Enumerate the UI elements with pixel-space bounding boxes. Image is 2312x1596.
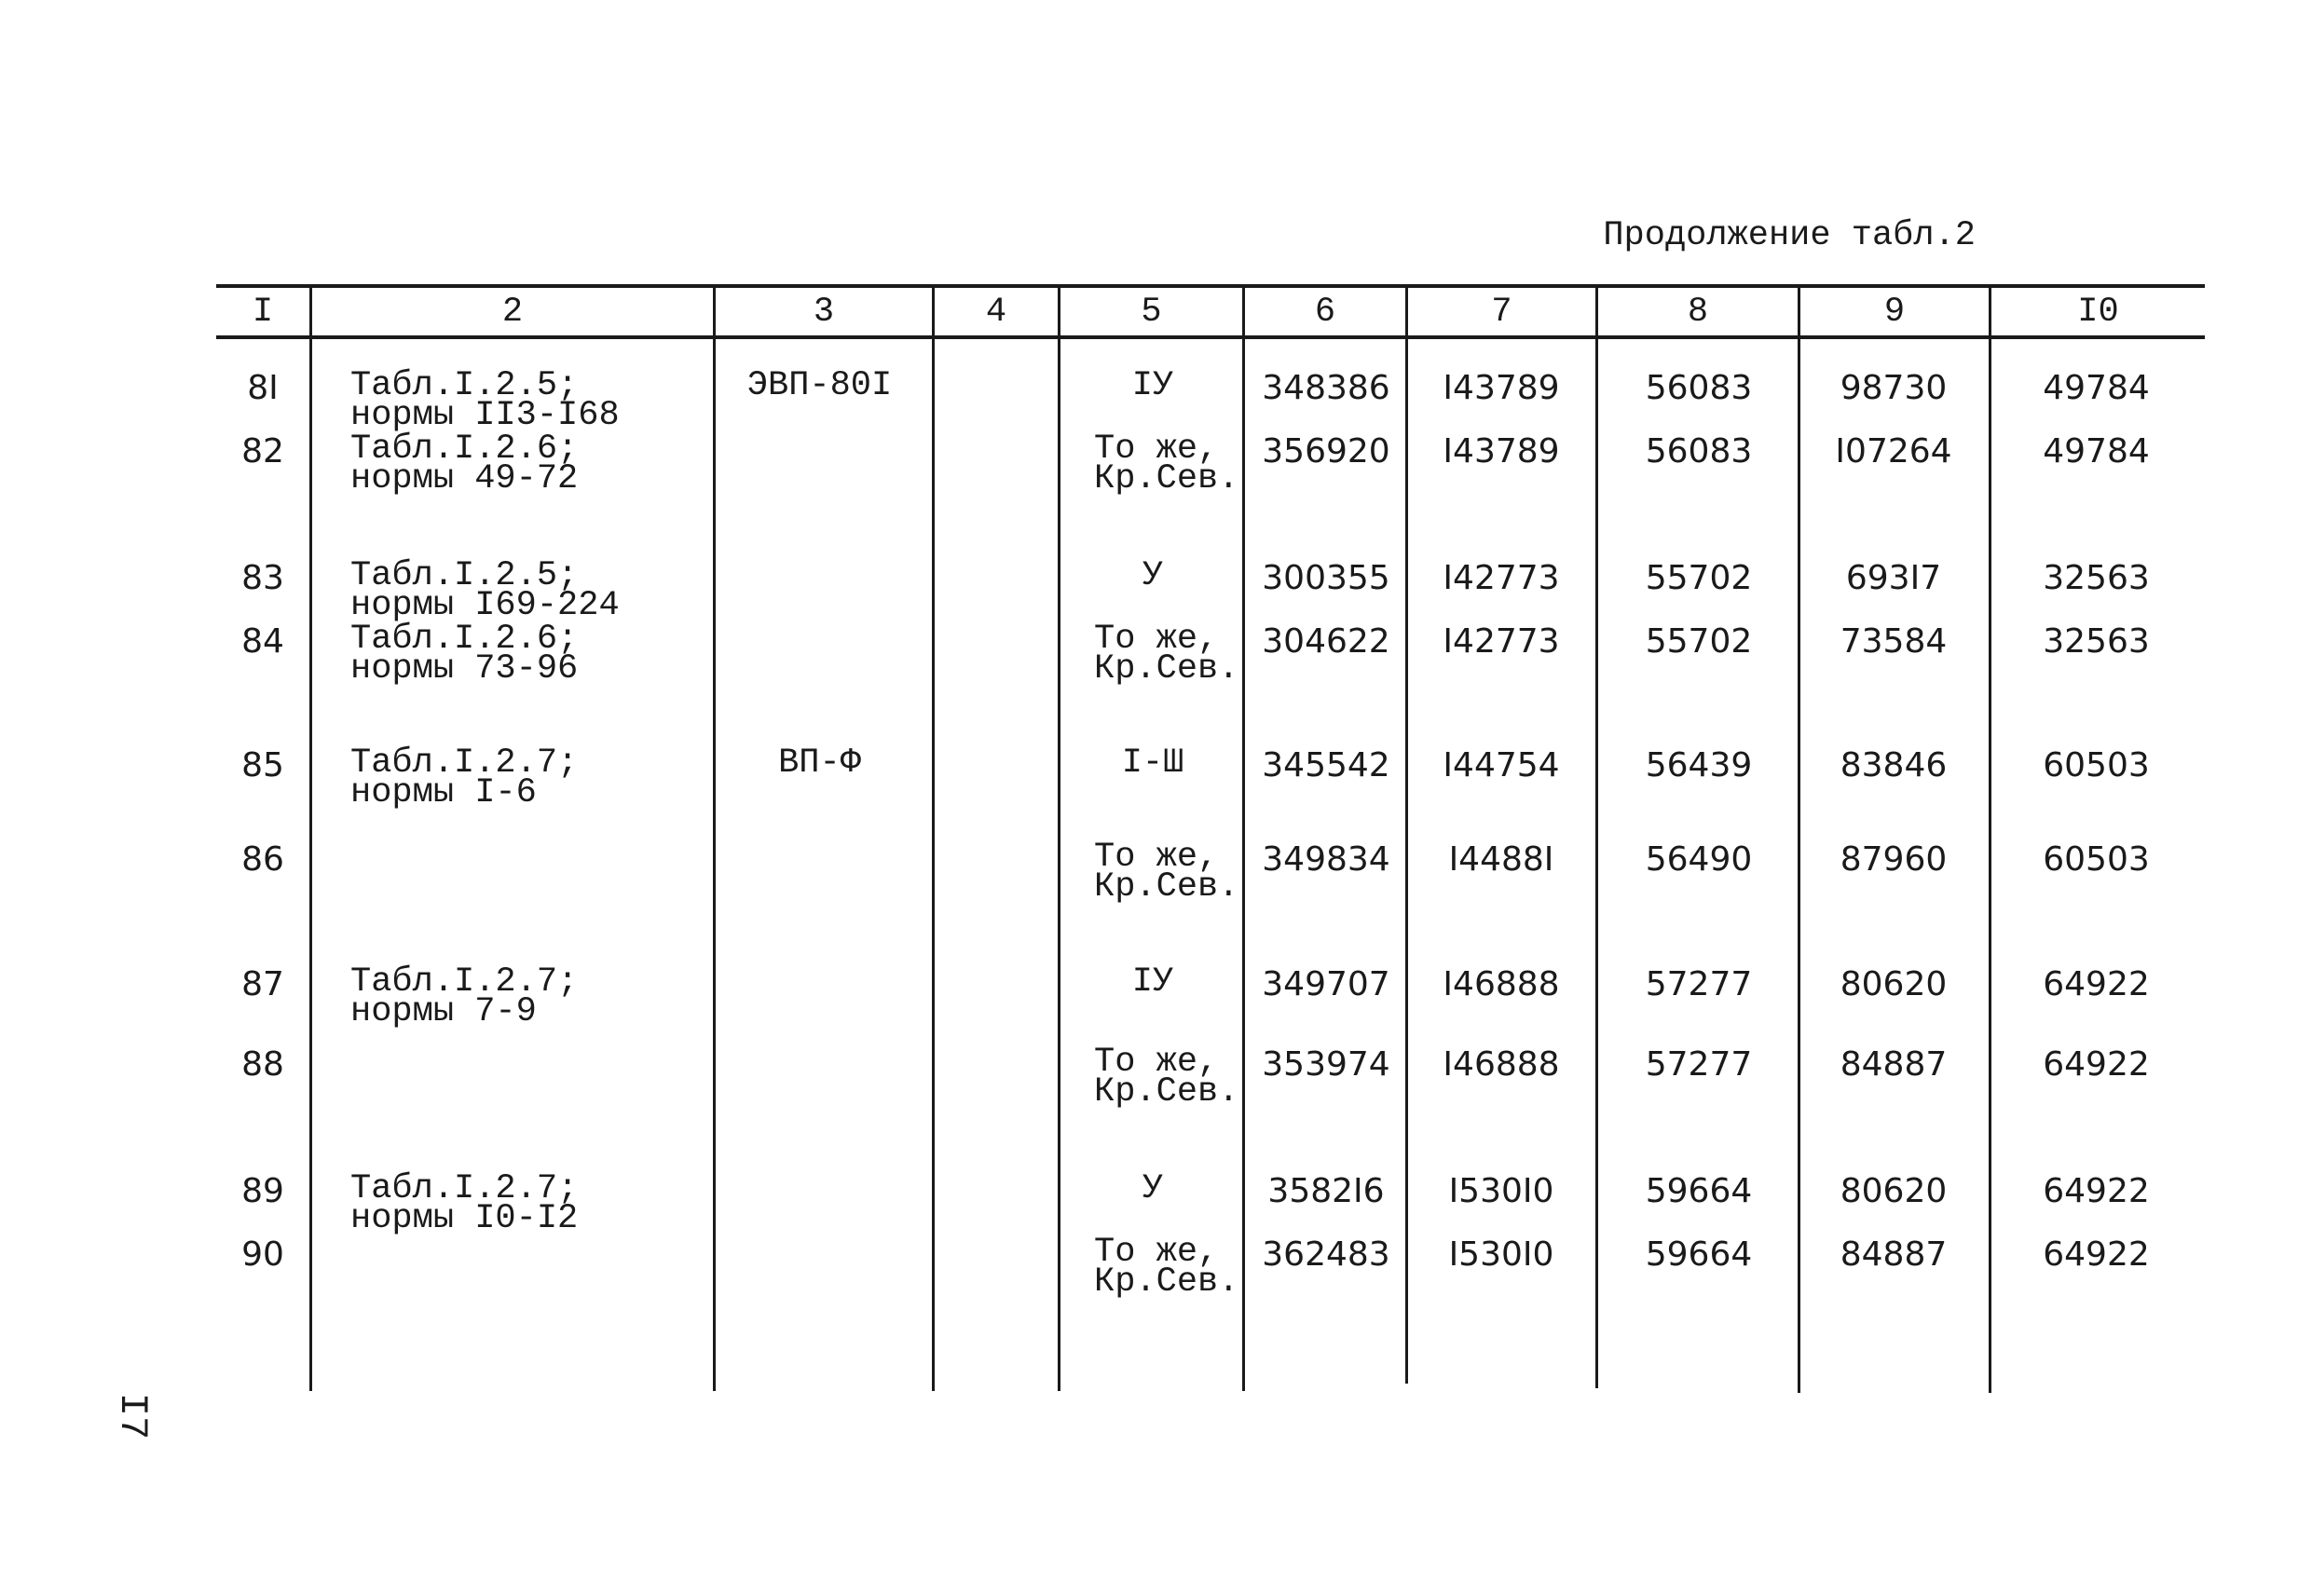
value-col9: 693I7 [1845, 559, 1942, 597]
value-col9: 80620 [1840, 965, 1948, 1003]
norm-reference: нормы I-6 [350, 773, 537, 812]
value-col8: 56490 [1645, 840, 1753, 879]
row-number: 82 [241, 432, 284, 471]
climate-region: Кр.Сев. [1094, 1072, 1239, 1112]
row-number: 87 [241, 965, 284, 1003]
climate-region: Кр.Сев. [1094, 867, 1239, 907]
norm-reference: Табл.I.2.5; [350, 366, 579, 405]
value-col7: I43789 [1443, 432, 1560, 471]
value-col9: I07264 [1835, 432, 1952, 471]
row-number: 86 [241, 840, 284, 879]
column-header: 8 [1687, 293, 1709, 332]
norm-reference: Табл.I.2.6; [350, 430, 579, 469]
climate-region: IУ [1131, 962, 1174, 1002]
row-number: 88 [241, 1045, 284, 1084]
value-col10: 60503 [2043, 840, 2150, 879]
value-col10: 64922 [2043, 1172, 2150, 1210]
column-header: 6 [1314, 293, 1336, 332]
value-col8: 56083 [1645, 432, 1753, 471]
norm-reference: Табл.I.2.6; [350, 620, 579, 659]
column-divider [932, 284, 935, 1391]
equipment-type: ВП-Ф [778, 743, 861, 783]
row-number: 89 [241, 1172, 284, 1210]
climate-region: То же, [1094, 1043, 1219, 1082]
value-col9: 84887 [1840, 1235, 1948, 1274]
value-col7: I530I0 [1448, 1235, 1554, 1274]
value-col9: 83846 [1840, 746, 1948, 784]
climate-region: То же, [1094, 1233, 1219, 1272]
value-col10: 64922 [2043, 1235, 2150, 1274]
norm-reference: нормы 7-9 [350, 992, 537, 1031]
value-col7: I44754 [1443, 746, 1560, 784]
norm-reference: Табл.I.2.7; [350, 743, 579, 783]
column-divider [1595, 284, 1598, 1388]
column-header: 9 [1883, 293, 1906, 332]
climate-region: Кр.Сев. [1094, 459, 1239, 498]
value-col7: I42773 [1443, 559, 1560, 597]
norm-reference: Табл.I.2.7; [350, 1169, 579, 1208]
value-col6: 300355 [1262, 559, 1390, 597]
value-col8: 57277 [1645, 965, 1753, 1003]
column-header: I0 [2077, 293, 2119, 332]
value-col10: 64922 [2043, 1045, 2150, 1084]
value-col6: 349834 [1262, 840, 1390, 879]
value-col9: 87960 [1840, 840, 1948, 879]
value-col6: 353974 [1262, 1045, 1390, 1084]
norm-reference: Табл.I.2.5; [350, 556, 579, 595]
column-header: I [252, 293, 274, 332]
value-col6: 349707 [1262, 965, 1390, 1003]
header-bottom-border [216, 335, 2205, 339]
value-col10: 32563 [2043, 622, 2150, 661]
climate-region: У [1142, 1169, 1164, 1208]
climate-region: То же, [1094, 838, 1219, 877]
row-number: 8I [247, 369, 279, 407]
value-col8: 57277 [1645, 1045, 1753, 1084]
row-number: 83 [241, 559, 284, 597]
column-header: 3 [813, 293, 835, 332]
data-table [216, 284, 2205, 1393]
table-caption: Продолжение табл.2 [1603, 216, 1976, 255]
value-col10: 60503 [2043, 746, 2150, 784]
climate-region: У [1142, 556, 1164, 595]
value-col6: 3582I6 [1267, 1172, 1385, 1210]
value-col7: I4488I [1448, 840, 1554, 879]
value-col6: 304622 [1262, 622, 1390, 661]
column-header: 2 [501, 293, 524, 332]
climate-region: Кр.Сев. [1094, 649, 1239, 689]
column-header: 5 [1141, 293, 1162, 332]
column-divider [1405, 284, 1408, 1384]
norm-reference: нормы II3-I68 [350, 396, 620, 435]
value-col7: I530I0 [1448, 1172, 1554, 1210]
climate-region: То же, [1094, 430, 1219, 469]
value-col9: 80620 [1840, 1172, 1948, 1210]
value-col8: 56083 [1645, 369, 1753, 407]
column-divider [1989, 284, 1991, 1393]
value-col6: 348386 [1262, 369, 1390, 407]
column-header: 4 [985, 293, 1007, 332]
value-col9: 73584 [1840, 622, 1948, 661]
value-col7: I43789 [1443, 369, 1560, 407]
column-divider [309, 284, 312, 1391]
row-number: 84 [241, 622, 284, 661]
column-header: 7 [1491, 293, 1512, 332]
value-col7: I46888 [1443, 1045, 1560, 1084]
row-number: 85 [241, 746, 284, 784]
climate-region: I-Ш [1121, 743, 1184, 783]
norm-reference: нормы 49-72 [350, 459, 579, 498]
norm-reference: нормы I0-I2 [350, 1199, 579, 1238]
value-col8: 55702 [1645, 622, 1753, 661]
column-divider [1058, 284, 1060, 1391]
page-number: I7 [110, 1392, 155, 1440]
value-col7: I42773 [1443, 622, 1560, 661]
value-col9: 98730 [1840, 369, 1948, 407]
value-col8: 59664 [1645, 1172, 1753, 1210]
value-col10: 49784 [2043, 369, 2150, 407]
value-col10: 32563 [2043, 559, 2150, 597]
value-col9: 84887 [1840, 1045, 1948, 1084]
equipment-type: ЭВП-80I [746, 366, 893, 405]
climate-region: Кр.Сев. [1094, 1262, 1239, 1302]
row-number: 90 [241, 1235, 284, 1274]
climate-region: То же, [1094, 620, 1219, 659]
value-col6: 345542 [1262, 746, 1390, 784]
climate-region: IУ [1131, 366, 1174, 405]
norm-reference: Табл.I.2.7; [350, 962, 579, 1002]
norm-reference: нормы I69-224 [350, 586, 620, 625]
value-col7: I46888 [1443, 965, 1560, 1003]
value-col6: 356920 [1262, 432, 1390, 471]
value-col10: 49784 [2043, 432, 2150, 471]
value-col6: 362483 [1262, 1235, 1390, 1274]
value-col8: 56439 [1645, 746, 1753, 784]
table-top-border [216, 284, 2205, 288]
value-col8: 59664 [1645, 1235, 1753, 1274]
norm-reference: нормы 73-96 [350, 649, 579, 689]
value-col10: 64922 [2043, 965, 2150, 1003]
value-col8: 55702 [1645, 559, 1753, 597]
